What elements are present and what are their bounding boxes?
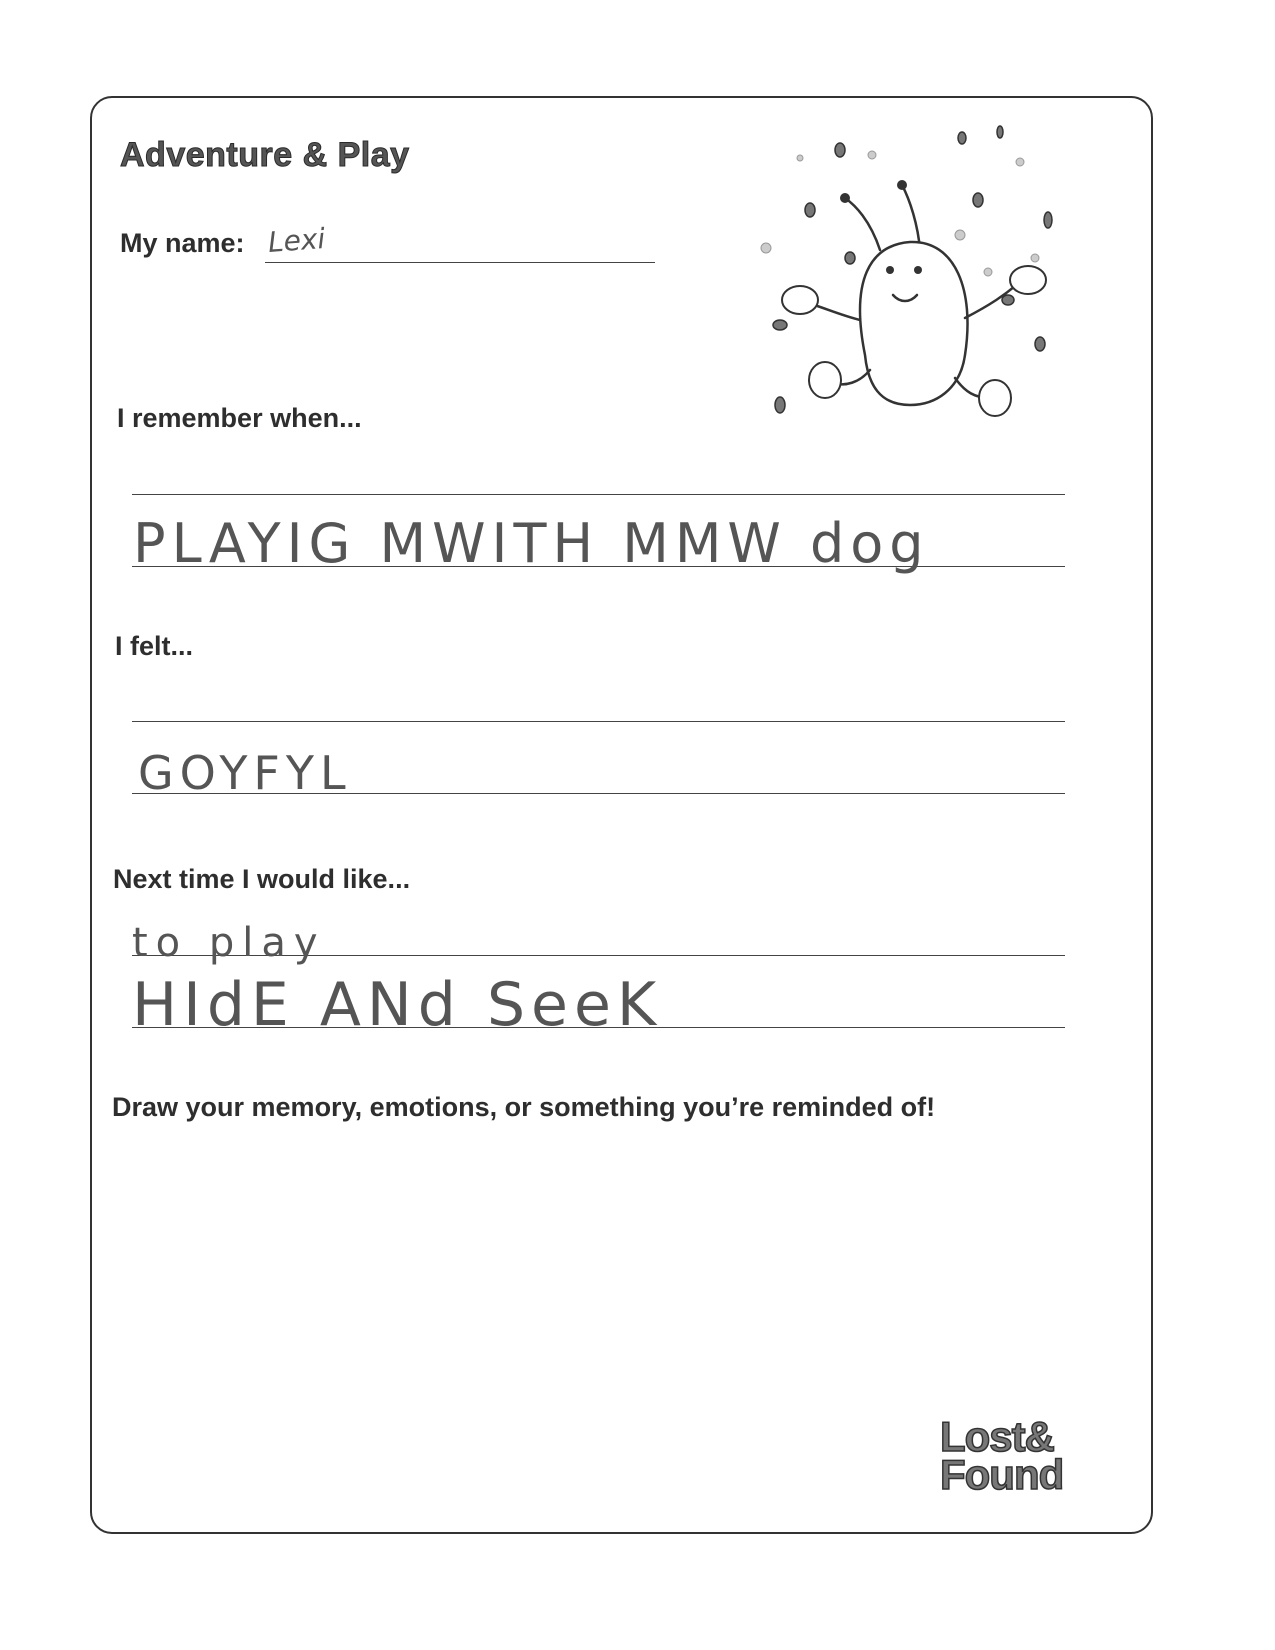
confetti-dot — [1002, 295, 1014, 305]
remember-value[interactable]: PLAYIG MWITH MMW dog — [133, 512, 930, 575]
confetti-dot — [1035, 337, 1045, 351]
drawing-area[interactable] — [112, 1140, 1132, 1390]
confetti-dot — [845, 252, 855, 264]
name-line — [265, 262, 655, 263]
name-label: My name: — [120, 228, 245, 258]
confetti-dot — [773, 320, 787, 330]
confetti-dot — [1044, 212, 1052, 228]
page-title: Adventure & Play — [120, 136, 410, 174]
remember-label: I remember when... — [117, 403, 362, 433]
confetti-dot — [805, 203, 815, 217]
confetti-dot — [958, 132, 966, 144]
next-label: Next time I would like... — [113, 864, 411, 894]
bug-mascot-illustration — [750, 120, 1110, 450]
logo-line-1: Lost& — [940, 1413, 1054, 1460]
name-value[interactable]: Lexi — [266, 222, 327, 259]
next-value-line2[interactable]: HIdE ANd SeeK — [132, 970, 663, 1040]
confetti-dot — [973, 193, 983, 207]
next-value-line1[interactable]: to play — [132, 920, 326, 966]
felt-value[interactable]: GOYFYL — [138, 746, 352, 800]
confetti-dot — [997, 126, 1003, 138]
confetti-dot — [835, 143, 845, 157]
brand-logo — [940, 1413, 1064, 1498]
confetti-dot — [775, 397, 785, 413]
draw-label: Draw your memory, emotions, or something you’re reminded of! — [112, 1092, 936, 1122]
remember-line-1 — [132, 494, 1065, 495]
felt-line-1 — [132, 721, 1065, 722]
logo-line-2: Found — [940, 1451, 1064, 1498]
felt-label: I felt... — [115, 631, 194, 661]
